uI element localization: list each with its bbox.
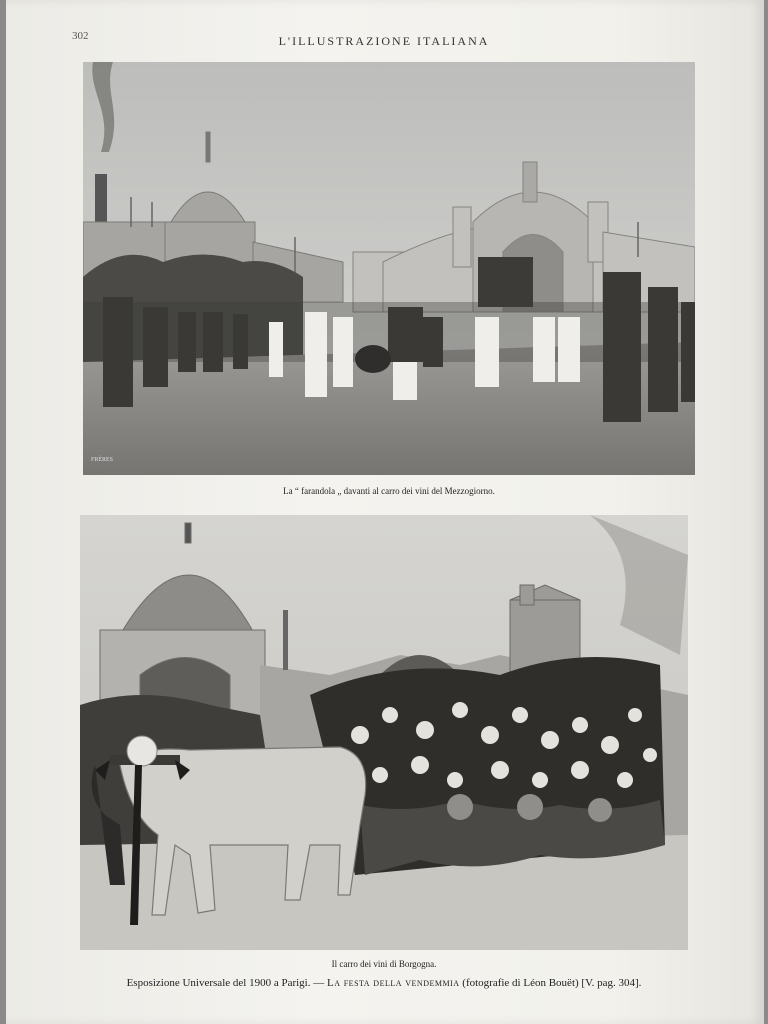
caption-farandola: La “ farandola „ davanti al carro dei vini del Mezzogiorno. xyxy=(283,486,495,496)
page-number: 302 xyxy=(72,30,89,42)
footer-credit: (fotografie di Léon Bouët) [V. pag. 304]. xyxy=(459,977,642,989)
footer-caption xyxy=(0,977,768,989)
masthead: L'ILLUSTRAZIONE ITALIANA xyxy=(278,34,490,48)
photo-carro-borgogna xyxy=(80,515,688,950)
footer-event: La festa della vendemmia xyxy=(326,977,460,989)
photo-credit: FRÈRES xyxy=(91,457,114,463)
footer-title: Esposizione Universale del 1900 a Parigi. — xyxy=(126,977,327,989)
caption-carro-borgogna: Il carro dei vini di Borgogna. xyxy=(331,959,437,969)
photo-farandola xyxy=(83,62,695,475)
